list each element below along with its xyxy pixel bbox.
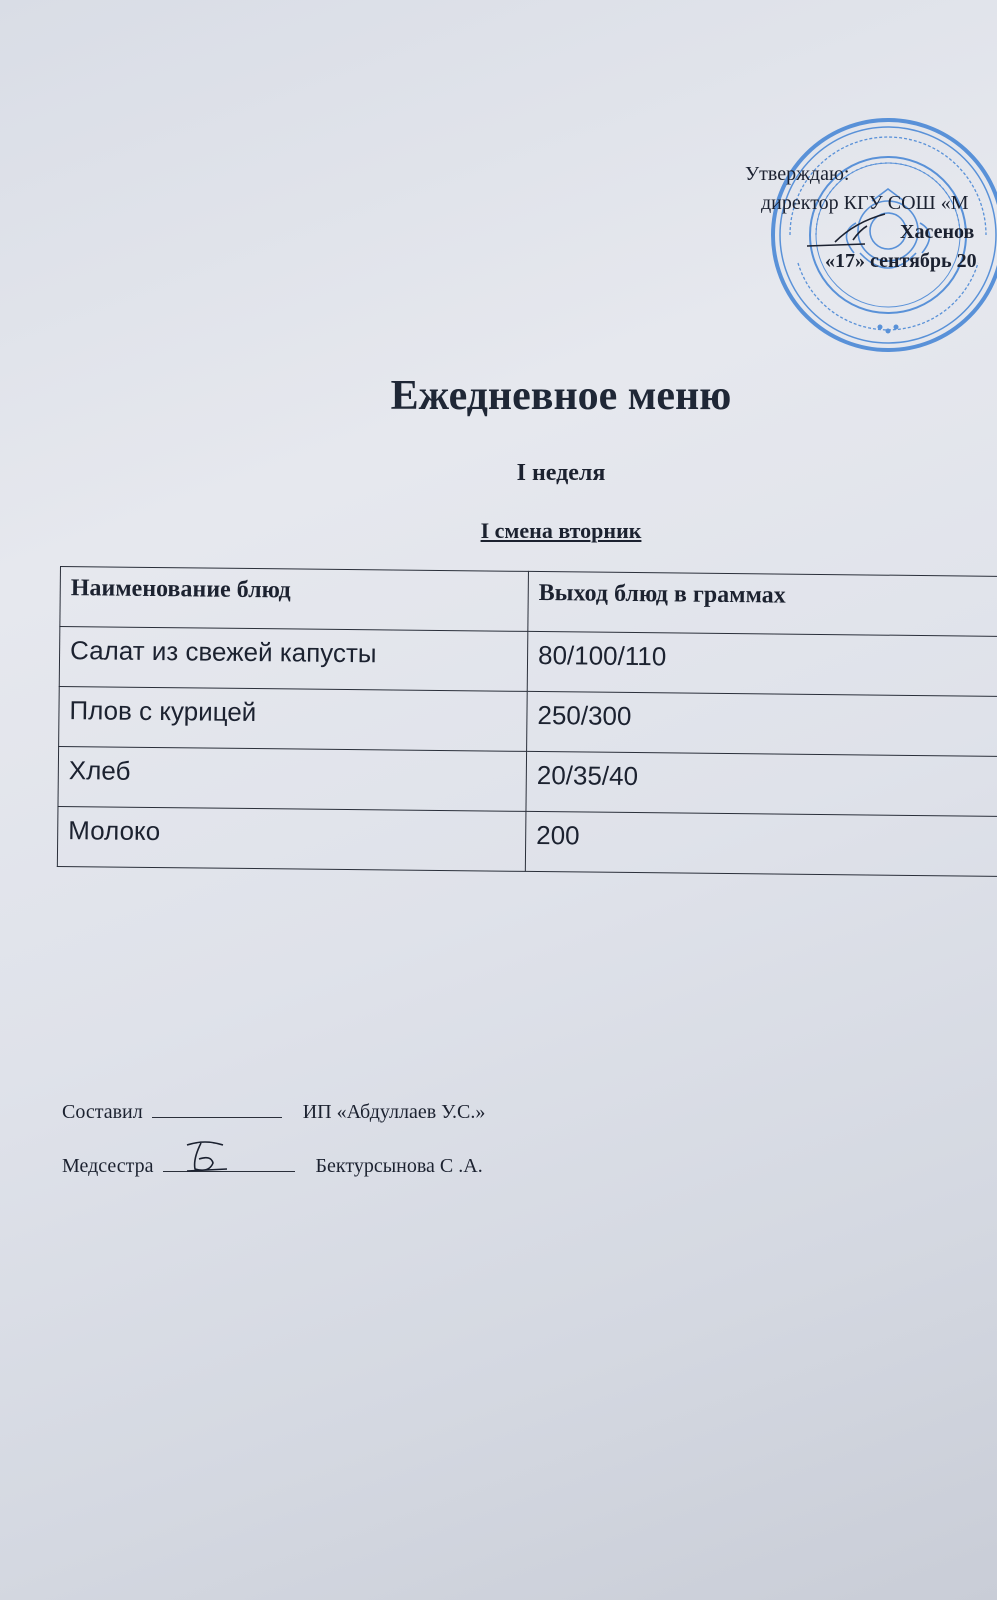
- dish-name: Хлеб: [58, 746, 527, 811]
- table-row: [57, 806, 997, 876]
- approval-date: «17» сентябрь 20: [825, 250, 977, 272]
- week-label: I неделя: [516, 460, 606, 486]
- dish-portion: 250/300: [527, 691, 997, 756]
- compiled-line: [62, 1085, 485, 1139]
- nurse-line: [62, 1139, 485, 1193]
- compiled-label: Составил: [62, 1101, 143, 1123]
- approval-block: [735, 160, 997, 276]
- shift-label: I смена вторник: [480, 518, 642, 543]
- compiled-signature-blank: [152, 1097, 282, 1118]
- signatures-footer: [62, 1085, 485, 1193]
- dish-name: Салат из свежей капусты: [59, 627, 528, 692]
- page-title: Ежедневное меню: [390, 373, 732, 419]
- dish-portion: 20/35/40: [526, 751, 997, 816]
- column-header-dish: Наименование блюд: [60, 567, 529, 632]
- approval-director-name: Хасенов: [900, 221, 975, 243]
- table-header-row: [60, 567, 997, 637]
- dish-name: Молоко: [57, 806, 526, 871]
- dish-portion: 80/100/110: [527, 631, 997, 696]
- dish-portion: 200: [525, 811, 997, 876]
- compiled-by: ИП «Абдуллаев У.С.»: [302, 1101, 486, 1123]
- table-row: [59, 627, 997, 697]
- nurse-label: Медсестра: [62, 1155, 154, 1177]
- dish-name: Плов с курицей: [59, 686, 528, 751]
- approval-position: директор КГУ СОШ «М: [761, 192, 969, 214]
- approval-label: Утверждаю:: [745, 163, 850, 185]
- menu-table: [57, 566, 997, 877]
- nurse-name: Бектурсынова С .А.: [315, 1155, 483, 1177]
- nurse-signature-blank: [163, 1151, 295, 1172]
- nurse-signature-icon: [183, 1139, 229, 1175]
- table-row: [59, 686, 997, 756]
- column-header-portion: Выход блюд в граммах: [528, 571, 997, 636]
- table-row: [58, 746, 997, 816]
